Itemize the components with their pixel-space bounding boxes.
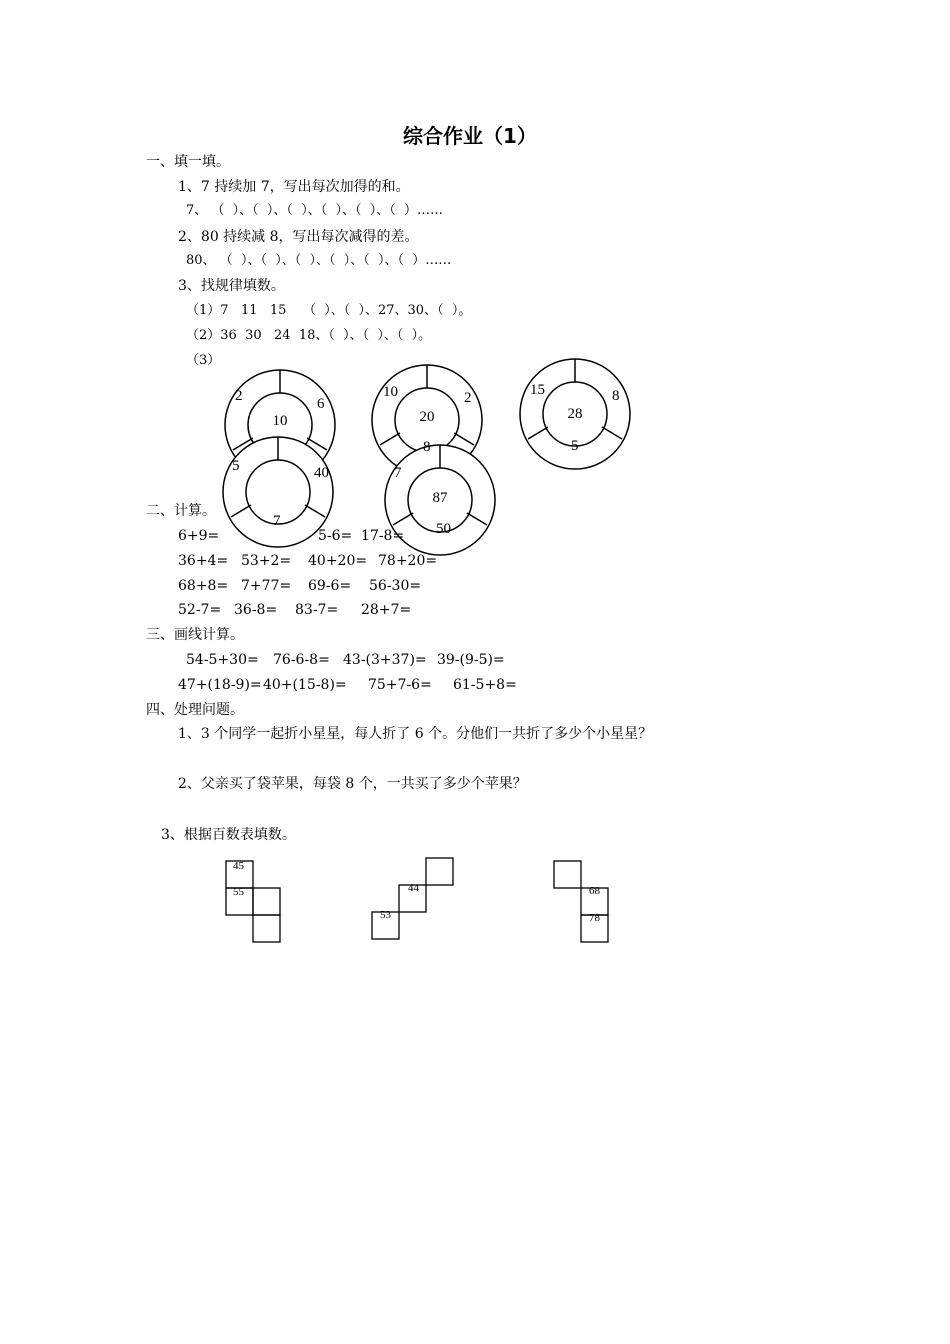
q1-sequence: 7、 （ ）、（ ）、（ ）、（ ）、（ ）、（ ）…… — [186, 203, 443, 218]
calc-item: 78+20= — [378, 553, 438, 569]
page-title: 综合作业（1） — [403, 124, 537, 148]
calc-item: 69-6= — [308, 578, 352, 594]
ring-3-label: 15 — [530, 382, 545, 398]
calc-item: 54-5+30= — [186, 652, 259, 668]
problem-2: 2、父亲买了袋苹果，每袋 8 个，一共买了多少个苹果？ — [178, 776, 527, 792]
calc-item: 28+7= — [361, 602, 412, 618]
grid-1-cell: 55 — [233, 886, 244, 898]
q3-text: 3、找规律填数。 — [178, 278, 285, 294]
calc-item: 40+20= — [308, 553, 368, 569]
calc-item: 6+9= — [178, 528, 220, 544]
calc-item: 76-6-8= — [273, 652, 330, 668]
calc-item: 7+77= — [241, 578, 292, 594]
ring-5-center: 87 — [432, 490, 448, 506]
grid-3-cell: 68 — [589, 885, 600, 897]
section1-heading: 一、填一填。 — [146, 154, 230, 170]
grid-3-cell: 78 — [589, 912, 600, 924]
ring-4-label: 7 — [273, 513, 281, 529]
ring-4 — [223, 437, 333, 547]
ring-2-label: 2 — [464, 390, 472, 406]
ring-3-label: 8 — [612, 388, 620, 404]
grid-3 — [554, 861, 608, 942]
calc-item: 75+7-6= — [368, 677, 432, 693]
calc-item: 47+(18-9)= — [178, 677, 262, 693]
ring-3-label: 5 — [571, 438, 579, 454]
grid-2 — [372, 858, 453, 939]
ring-2-center: 20 — [419, 409, 435, 425]
calc-item: 83-7= — [295, 602, 339, 618]
ring-1-label: 5 — [232, 458, 240, 474]
calc-item: 39-(9-5)= — [437, 652, 505, 668]
ring-2-label: 8 — [423, 439, 431, 455]
calc-item: 40+(15-8)= — [263, 677, 347, 693]
calc-item: 61-5+8= — [453, 677, 517, 693]
problem-1: 1、3 个同学一起折小星星，每人折了 6 个。分他们一共折了多少个小星星？ — [178, 726, 653, 742]
calc-item: 5-6= — [318, 528, 353, 544]
problem-3: 3、根据百数表填数。 — [161, 827, 296, 843]
ring-3-center: 28 — [567, 406, 583, 422]
ring-1-center: 10 — [272, 413, 288, 429]
ring-1-label: 6 — [317, 396, 325, 412]
grid-1-cell: 45 — [233, 860, 244, 872]
calc-item: 68+8= — [178, 578, 229, 594]
ring-2-label: 7 — [394, 465, 402, 481]
calc-item: 53+2= — [241, 553, 292, 569]
q2-text: 2、80 持续减 8，写出每次减得的差。 — [178, 229, 419, 245]
grid-1 — [226, 861, 280, 942]
section3-heading: 三、画线计算。 — [146, 627, 244, 643]
ring-1-label: 2 — [235, 388, 243, 404]
section2-heading: 二、计算。 — [146, 503, 216, 519]
q3-2-pattern: （2）36 30 24 18、（ ）、（ ）、（ ）。 — [186, 328, 432, 343]
q3-1-pattern: （1）7 11 15 （ ）、（ ）、27、30、（ ）。 — [186, 303, 472, 318]
ring-1-label: 40 — [314, 465, 329, 481]
calc-item: 56-30= — [369, 578, 422, 594]
section4-heading: 四、处理问题。 — [146, 702, 244, 718]
grid-2-cell: 44 — [408, 882, 419, 894]
calc-item: 36+4= — [178, 553, 229, 569]
calc-item: 52-7= — [178, 602, 222, 618]
q3-3-label: （3） — [186, 353, 221, 368]
ring-5-label: 50 — [436, 521, 451, 537]
q2-sequence: 80、 （ ）、（ ）、（ ）、（ ）、（ ）、（ ）…… — [186, 253, 452, 268]
ring-2-label: 10 — [383, 384, 398, 400]
calc-item: 36-8= — [234, 602, 278, 618]
grid-2-cell: 53 — [380, 909, 391, 921]
calc-item: 17-8= — [361, 528, 405, 544]
calc-item: 43-(3+37)= — [343, 652, 427, 668]
q1-text: 1、7 持续加 7，写出每次加得的和。 — [178, 179, 410, 195]
